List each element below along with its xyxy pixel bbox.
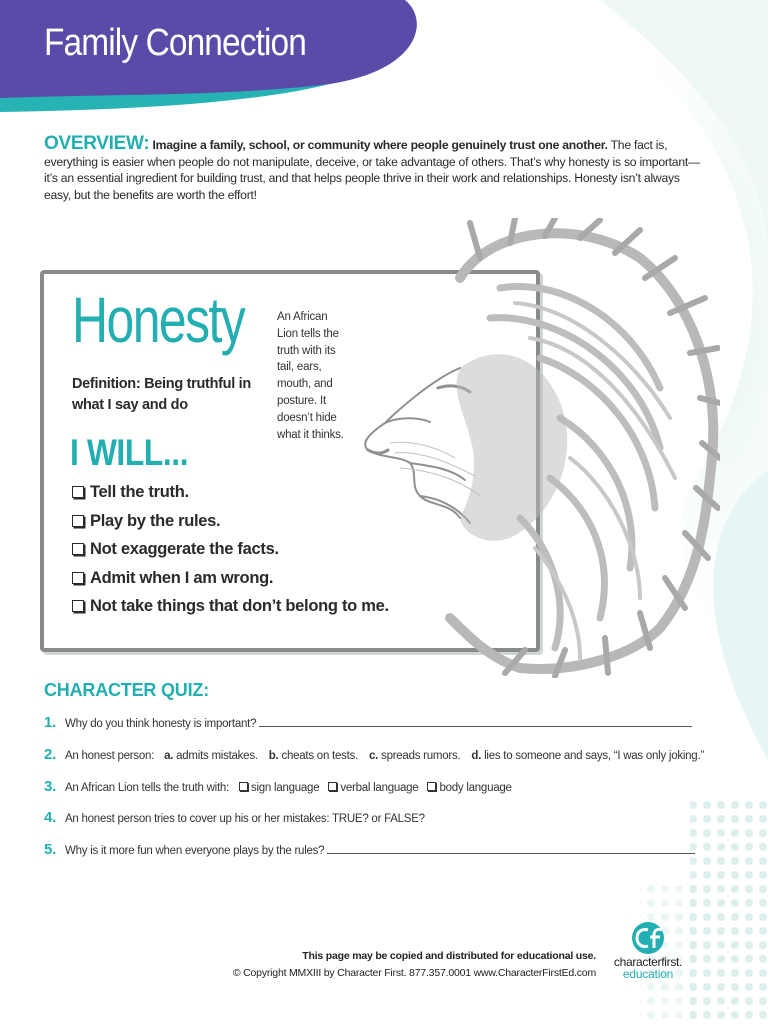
commitment-item — [72, 564, 389, 593]
quiz-question-1 — [44, 714, 692, 731]
question-text: An African Lion tells the truth with: — [65, 782, 229, 794]
commitment-item — [72, 535, 389, 564]
lion-note: An African Lion tells the truth with its tail, ears, mouth, and posture. It doesn’t hide what it thinks. — [277, 311, 344, 441]
checkbox-icon — [72, 515, 84, 527]
option-sign-language[interactable] — [239, 782, 319, 794]
commitment-list — [72, 478, 389, 621]
commitment-label: Not take things that don’t belong to me. — [90, 597, 389, 615]
footer — [233, 950, 596, 979]
question-number: 1. — [44, 714, 57, 731]
commitment-item — [72, 478, 389, 507]
overview-lead: Imagine a family, school, or community where people genuinely trust one another. — [152, 138, 608, 152]
checkbox-icon — [72, 572, 84, 584]
answer-line[interactable] — [259, 716, 692, 727]
footer-notice: This page may be copied and distributed for educational use. — [302, 950, 596, 962]
checkbox-icon — [239, 782, 248, 791]
quiz-heading: CHARACTER QUIZ: — [44, 680, 209, 700]
question-number: 2. — [44, 746, 57, 763]
card-title: Honesty — [72, 284, 245, 356]
checkbox-icon — [72, 543, 84, 555]
logo-subtitle: education — [622, 967, 674, 981]
commitment-item — [72, 507, 389, 536]
option-key: b. — [268, 750, 279, 762]
commitment-label: Not exaggerate the facts. — [90, 540, 279, 558]
question-number: 5. — [44, 841, 57, 858]
commitment-label: Tell the truth. — [90, 483, 189, 501]
quiz-question-2 — [44, 746, 704, 763]
logo-name: characterfirst. — [613, 955, 683, 969]
commitment-label: Admit when I am wrong. — [90, 568, 274, 587]
commitment-item — [72, 592, 389, 621]
checkbox-icon — [72, 486, 84, 498]
commitment-label: Play by the rules. — [90, 511, 221, 530]
logo-text — [608, 956, 688, 980]
option-text: cheats on tests. — [281, 750, 359, 762]
option-text: spreads rumors. — [381, 750, 461, 762]
question-text: Why do you think honesty is important? — [65, 718, 257, 730]
option-label: verbal language — [340, 782, 419, 794]
question-number: 3. — [44, 778, 57, 795]
overview-paragraph — [44, 133, 704, 203]
question-text: Why is it more fun when everyone plays by the rules? — [65, 845, 325, 857]
option-text: admits mistakes. — [176, 750, 258, 762]
lion-illustration — [340, 218, 720, 678]
quiz-question-4 — [44, 809, 425, 826]
definition-text: Definition: Being truthful in what I say and do — [72, 376, 251, 413]
overview-heading: OVERVIEW: — [44, 133, 150, 154]
option-key: a. — [164, 750, 174, 762]
option-key: d. — [471, 750, 482, 762]
quiz-question-5 — [44, 841, 695, 858]
question-text: An honest person: — [65, 750, 155, 762]
footer-copyright: © Copyright MMXIII by Character First. 877.357.0001 www.CharacterFirstEd.com — [232, 967, 596, 979]
answer-line[interactable] — [327, 843, 695, 854]
option-label: sign language — [250, 782, 320, 794]
question-number: 4. — [44, 809, 57, 826]
checkbox-icon — [427, 782, 436, 791]
i-will-heading: I WILL... — [70, 432, 189, 473]
option-label: body language — [439, 782, 512, 794]
option-text: lies to someone and says, “I was only joking.” — [484, 750, 704, 762]
page-title: Family Connection — [44, 22, 306, 64]
checkbox-icon — [328, 782, 337, 791]
option-key: c. — [369, 750, 379, 762]
checkbox-icon — [72, 600, 84, 612]
question-text: An honest person tries to cover up his or her mistakes: TRUE? or FALSE? — [65, 813, 425, 825]
option-verbal-language[interactable] — [328, 782, 418, 794]
option-body-language[interactable] — [427, 782, 511, 794]
quiz-question-3 — [44, 778, 512, 795]
overview-body: The fact is, everything is easier when people do not manipulate, deceive, or take advantage of others. That’s why honesty is so important—it’s an essential ingredient for building trust, and that helps people thrive in their work and relationships. Honesty isn’t always easy, but the benefits are worth the effort! — [44, 138, 700, 202]
